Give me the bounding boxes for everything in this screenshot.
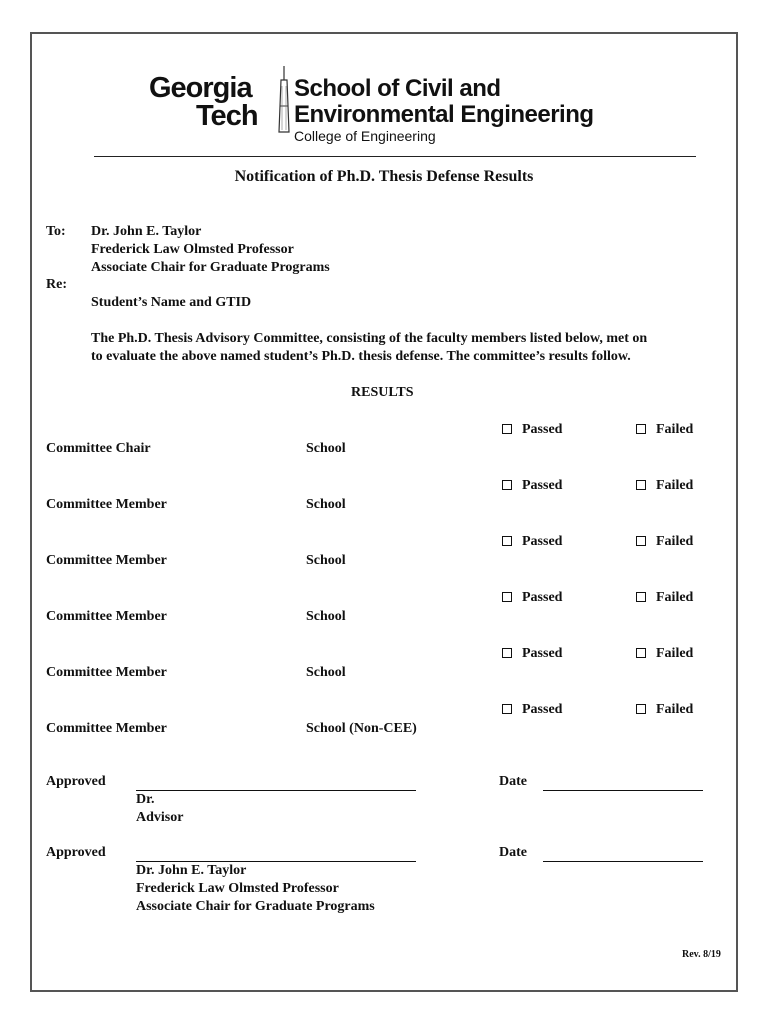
chair-signature-line[interactable] xyxy=(136,861,416,862)
committee-role: Committee Chair xyxy=(46,441,151,456)
committee-role: Committee Member xyxy=(46,553,167,568)
checkbox-icon[interactable] xyxy=(502,648,512,658)
committee-school: School xyxy=(306,665,346,680)
header-divider xyxy=(94,156,696,157)
school-name-line1: School of Civil and xyxy=(294,75,501,102)
chair-date-line[interactable] xyxy=(543,861,703,862)
committee-school: School xyxy=(306,497,346,512)
chair-title-2: Associate Chair for Graduate Programs xyxy=(136,899,375,914)
committee-school: School (Non-CEE) xyxy=(306,721,417,736)
checkbox-icon[interactable] xyxy=(636,704,646,714)
approved-label: Approved xyxy=(46,774,106,789)
checkbox-icon[interactable] xyxy=(636,424,646,434)
failed-checkbox[interactable]: Failed xyxy=(636,534,693,550)
form-page xyxy=(30,32,738,992)
checkbox-icon[interactable] xyxy=(502,536,512,546)
committee-role: Committee Member xyxy=(46,721,167,736)
failed-checkbox[interactable]: Failed xyxy=(636,422,693,438)
committee-role: Committee Member xyxy=(46,609,167,624)
student-name-gtid: Student’s Name and GTID xyxy=(91,295,252,310)
form-title: Notification of Ph.D. Thesis Defense Results xyxy=(234,168,534,185)
committee-role: Committee Member xyxy=(46,665,167,680)
passed-checkbox[interactable]: Passed xyxy=(502,534,562,550)
passed-checkbox[interactable]: Passed xyxy=(502,646,562,662)
checkbox-icon[interactable] xyxy=(502,592,512,602)
passed-checkbox[interactable]: Passed xyxy=(502,422,562,438)
committee-school: School xyxy=(306,609,346,624)
advisor-signature-line[interactable] xyxy=(136,790,416,791)
date-label: Date xyxy=(499,774,527,789)
checkbox-icon[interactable] xyxy=(502,704,512,714)
to-line-1: Dr. John E. Taylor xyxy=(91,224,202,239)
school-name-line2: Environmental Engineering xyxy=(294,101,594,128)
checkbox-icon[interactable] xyxy=(636,648,646,658)
chair-title-1: Frederick Law Olmsted Professor xyxy=(136,881,339,896)
intro-line-1: The Ph.D. Thesis Advisory Committee, consisting of the faculty members listed below, met on xyxy=(91,331,648,346)
advisor-name: Dr. xyxy=(136,792,155,807)
passed-checkbox[interactable]: Passed xyxy=(502,590,562,606)
logo-tech-text: Tech xyxy=(196,100,258,132)
advisor-title: Advisor xyxy=(136,810,184,825)
committee-role: Committee Member xyxy=(46,497,167,512)
revision-note: Rev. 8/19 xyxy=(682,949,721,960)
checkbox-icon[interactable] xyxy=(636,592,646,602)
failed-checkbox[interactable]: Failed xyxy=(636,646,693,662)
tech-tower-logo-icon xyxy=(274,66,294,134)
to-line-3: Associate Chair for Graduate Programs xyxy=(91,260,330,275)
results-heading: RESULTS xyxy=(351,385,414,400)
college-name: College of Engineering xyxy=(294,128,436,144)
checkbox-icon[interactable] xyxy=(636,536,646,546)
failed-checkbox[interactable]: Failed xyxy=(636,702,693,718)
to-label: To: xyxy=(46,224,66,239)
logo-georgia-text: Georgia xyxy=(149,72,252,104)
passed-checkbox[interactable]: Passed xyxy=(502,478,562,494)
checkbox-icon[interactable] xyxy=(502,424,512,434)
approved-label: Approved xyxy=(46,845,106,860)
failed-checkbox[interactable]: Failed xyxy=(636,478,693,494)
checkbox-icon[interactable] xyxy=(636,480,646,490)
chair-name: Dr. John E. Taylor xyxy=(136,863,247,878)
date-label: Date xyxy=(499,845,527,860)
advisor-date-line[interactable] xyxy=(543,790,703,791)
checkbox-icon[interactable] xyxy=(502,480,512,490)
to-line-2: Frederick Law Olmsted Professor xyxy=(91,242,294,257)
failed-checkbox[interactable]: Failed xyxy=(636,590,693,606)
re-label: Re: xyxy=(46,277,67,292)
passed-checkbox[interactable]: Passed xyxy=(502,702,562,718)
committee-school: School xyxy=(306,441,346,456)
intro-line-2: to evaluate the above named student’s Ph.D. thesis defense. The committee’s results follow. xyxy=(91,349,631,364)
committee-school: School xyxy=(306,553,346,568)
